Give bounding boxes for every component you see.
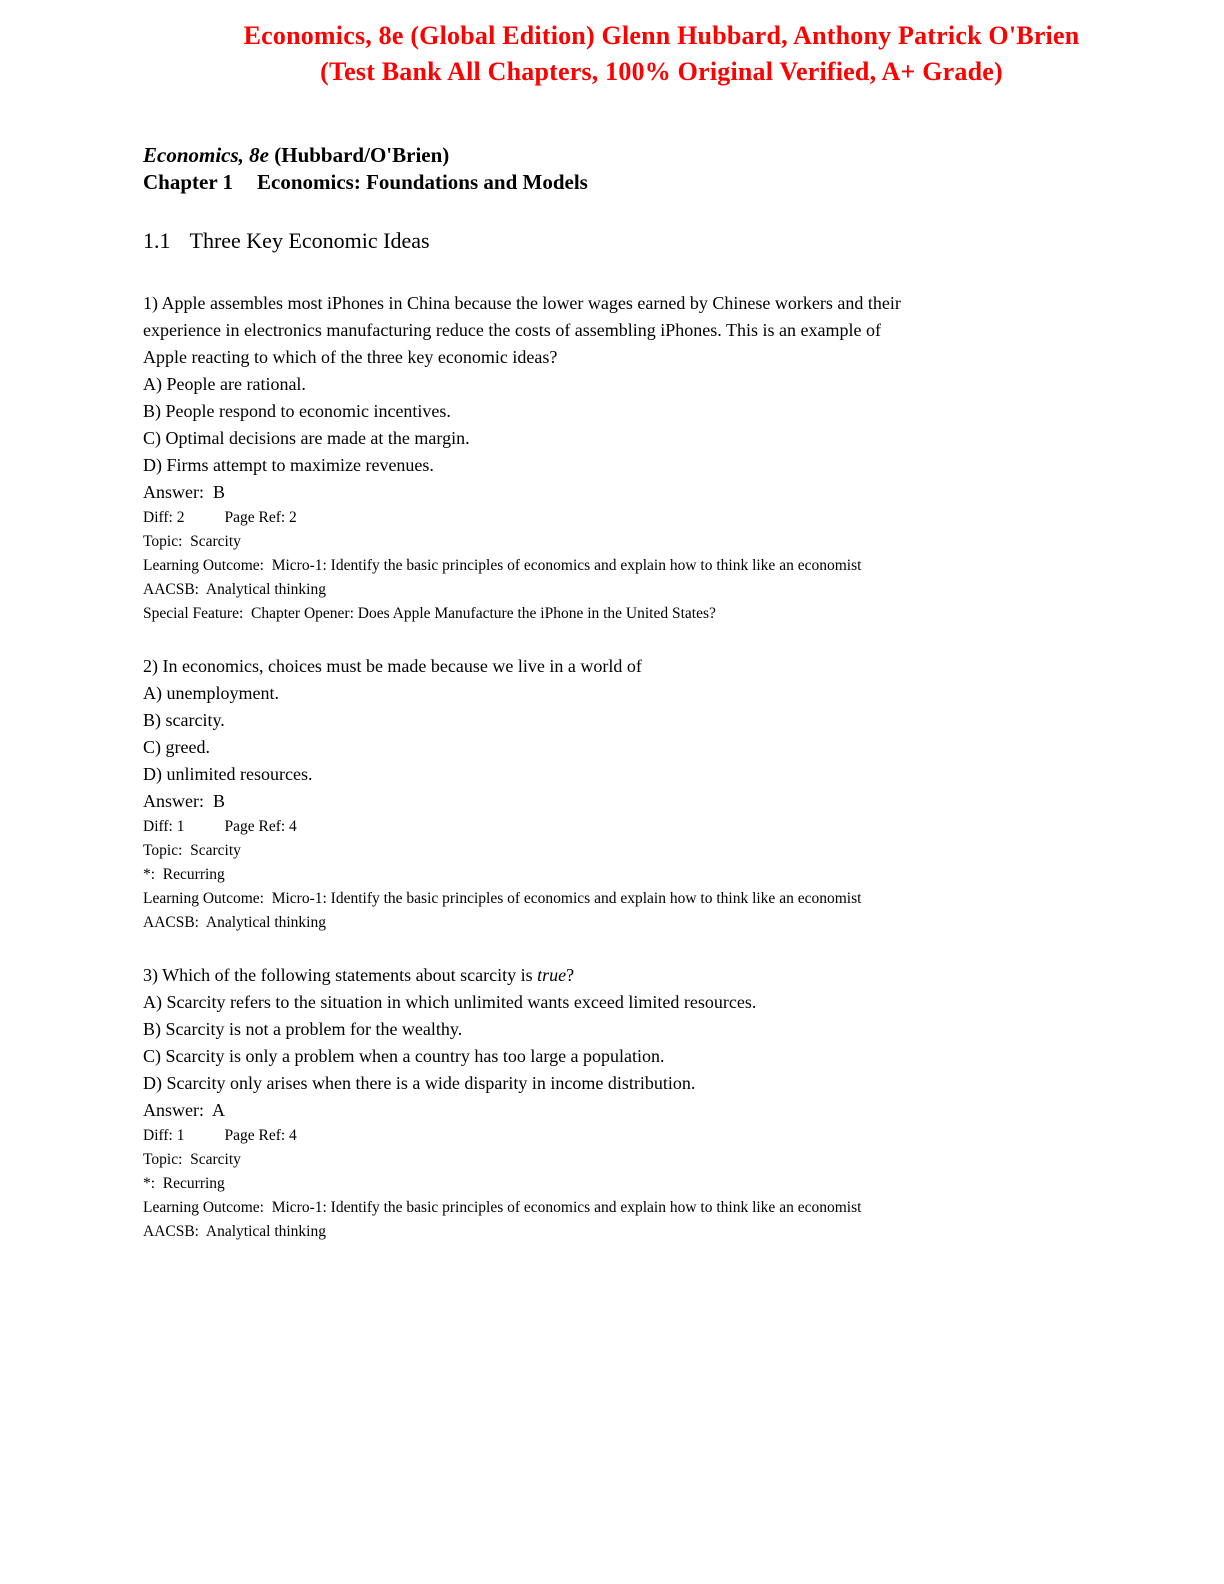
answer-option: D) unlimited resources. xyxy=(143,764,313,784)
banner-title xyxy=(143,18,1180,90)
meta-line xyxy=(143,530,1180,554)
meta-part: Topic: Scarcity xyxy=(143,842,241,859)
meta-part: AACSB: Analytical thinking xyxy=(143,581,326,598)
question-text-segment: 3) Which of the following statements about scarcity is xyxy=(143,965,538,985)
meta-part: Page Ref: 4 xyxy=(224,1127,297,1144)
meta-line xyxy=(143,839,1180,863)
questions-list xyxy=(143,290,1180,1244)
meta-part: Learning Outcome: Micro-1: Identify the basic principles of economics and explain how to think like an economist xyxy=(143,557,862,574)
answer-option: C) greed. xyxy=(143,737,210,757)
meta-line xyxy=(143,506,1180,530)
chapter-heading xyxy=(143,169,1180,196)
answer-line: Answer: B xyxy=(143,791,225,811)
question-text-segment: ? xyxy=(566,965,575,985)
question-block xyxy=(143,290,1180,626)
answer-option: D) Firms attempt to maximize revenues. xyxy=(143,455,434,475)
meta-line xyxy=(143,554,1180,578)
question-text-italic: true xyxy=(537,965,567,985)
meta-part: *: Recurring xyxy=(143,1175,225,1192)
banner-line-1: Economics, 8e (Global Edition) Glenn Hubbard, Anthony Patrick O'Brien xyxy=(243,21,1080,50)
meta-line xyxy=(143,602,1180,626)
answer-option: A) People are rational. xyxy=(143,374,306,394)
meta-line xyxy=(143,863,1180,887)
meta-line xyxy=(143,578,1180,602)
answer-option: B) Scarcity is not a problem for the wealthy. xyxy=(143,1019,463,1039)
chapter-title: Economics: Foundations and Models xyxy=(257,170,588,194)
question-block xyxy=(143,962,1180,1244)
meta-line xyxy=(143,1124,1180,1148)
section-number: 1.1 xyxy=(143,228,171,253)
meta-part: Learning Outcome: Micro-1: Identify the basic principles of economics and explain how to think like an economist xyxy=(143,890,862,907)
answer-option: D) Scarcity only arises when there is a wide disparity in income distribution. xyxy=(143,1073,696,1093)
book-title-line xyxy=(143,142,1180,169)
banner-line-2: (Test Bank All Chapters, 100% Original Verified, A+ Grade) xyxy=(320,57,1003,86)
meta-part: Learning Outcome: Micro-1: Identify the basic principles of economics and explain how to think like an economist xyxy=(143,1199,862,1216)
meta-part: Diff: 2 xyxy=(143,509,185,526)
question-text-segment: 1) Apple assembles most iPhones in China because the lower wages earned by Chinese workers and their xyxy=(143,293,901,313)
question-text-line xyxy=(143,317,1180,344)
meta-part: Diff: 1 xyxy=(143,818,185,835)
meta-line xyxy=(143,911,1180,935)
meta-part: Topic: Scarcity xyxy=(143,1151,241,1168)
meta-line xyxy=(143,815,1180,839)
book-title-italic: Economics, 8e xyxy=(143,143,269,167)
question-text-line xyxy=(143,962,1180,989)
meta-part: Diff: 1 xyxy=(143,1127,185,1144)
meta-part: AACSB: Analytical thinking xyxy=(143,1223,326,1240)
section-heading xyxy=(143,228,1180,254)
meta-line xyxy=(143,887,1180,911)
meta-part: Page Ref: 4 xyxy=(224,818,297,835)
meta-line xyxy=(143,1220,1180,1244)
answer-option: A) unemployment. xyxy=(143,683,279,703)
answer-option: C) Scarcity is only a problem when a country has too large a population. xyxy=(143,1046,665,1066)
chapter-number: Chapter 1 xyxy=(143,170,234,194)
meta-line xyxy=(143,1172,1180,1196)
answer-option: C) Optimal decisions are made at the margin. xyxy=(143,428,470,448)
answer-option: B) People respond to economic incentives. xyxy=(143,401,451,421)
answer-line: Answer: B xyxy=(143,482,225,502)
question-text-line xyxy=(143,290,1180,317)
book-title-authors: (Hubbard/O'Brien) xyxy=(269,143,450,167)
meta-part: *: Recurring xyxy=(143,866,225,883)
meta-part: Page Ref: 2 xyxy=(224,509,297,526)
question-block xyxy=(143,653,1180,935)
meta-line xyxy=(143,1196,1180,1220)
question-text-segment: Apple reacting to which of the three key economic ideas? xyxy=(143,347,558,367)
answer-line: Answer: A xyxy=(143,1100,225,1120)
meta-part: AACSB: Analytical thinking xyxy=(143,914,326,931)
meta-line xyxy=(143,1148,1180,1172)
answer-option: A) Scarcity refers to the situation in which unlimited wants exceed limited resources. xyxy=(143,992,757,1012)
meta-part: Topic: Scarcity xyxy=(143,533,241,550)
meta-part: Special Feature: Chapter Opener: Does Apple Manufacture the iPhone in the United States? xyxy=(143,605,716,622)
question-text-segment: experience in electronics manufacturing reduce the costs of assembling iPhones. This is an example of xyxy=(143,320,881,340)
question-text-line xyxy=(143,653,1180,680)
section-title: Three Key Economic Ideas xyxy=(189,228,430,253)
question-text-line xyxy=(143,344,1180,371)
answer-option: B) scarcity. xyxy=(143,710,225,730)
question-text-segment: 2) In economics, choices must be made because we live in a world of xyxy=(143,656,642,676)
